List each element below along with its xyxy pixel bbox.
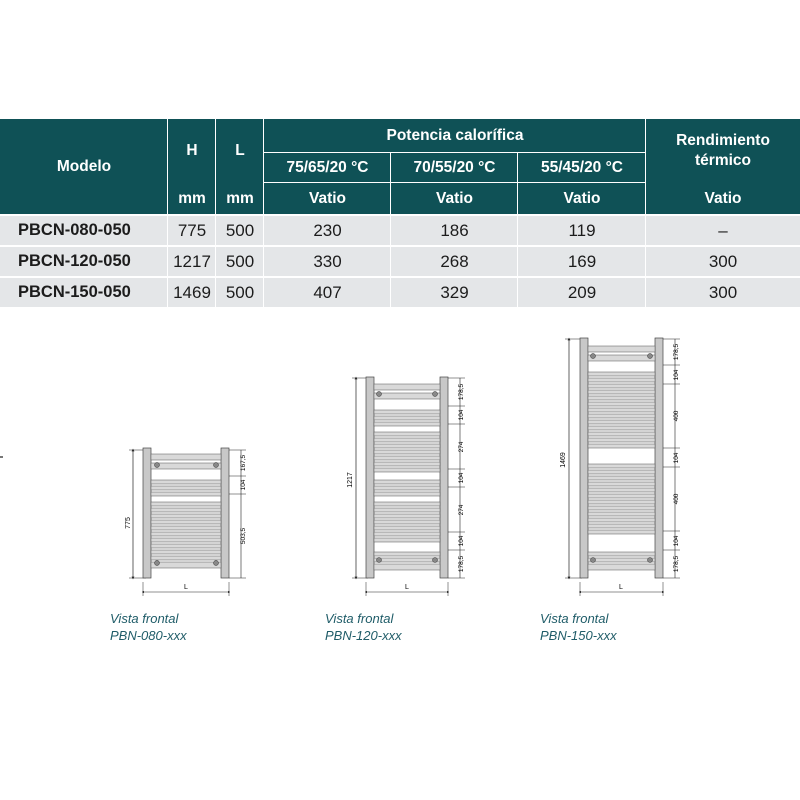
divider [390,153,391,307]
dim-label: 104 [458,535,465,547]
divider [0,245,800,247]
row-h: 1217 [168,247,216,276]
dim-label: 274 [458,441,465,453]
row-l: 500 [216,247,264,276]
row-model: PBCN-150-050 [0,278,168,307]
bracket-hole [155,561,160,566]
left-upright [366,377,374,578]
dim-label: 167,5 [240,454,247,472]
bracket-hole [155,463,160,468]
spec-table [0,119,800,305]
row-rend: – [646,216,800,245]
radiator-bars [588,346,655,570]
caption-line1: Vista frontal [110,611,179,626]
header-potencia-label: Potencia calorífica [386,127,524,144]
header-vatio-1-label: Vatio [308,189,347,207]
bracket-hole [214,561,219,566]
right-upright [440,377,448,578]
left-upright [143,448,151,578]
header-cond3-label: 55/45/20 °C [540,159,624,176]
drawing-pbn-120 [347,377,465,596]
drawing-pbn-080 [125,448,247,596]
dim-label: 274 [458,504,465,516]
width-label: L [405,584,409,591]
caption-line2: PBN-150-xxx [540,628,617,643]
header-vatio-2-label: Vatio [435,189,474,207]
header-potencia [264,119,646,153]
row-model: PBCN-120-050 [0,247,168,276]
width-label: L [184,584,188,591]
bracket-hole [591,558,596,563]
row-h: 775 [168,216,216,245]
header-modelo-label: Modelo [56,157,112,175]
divider [264,152,646,153]
header-vatio-2 [391,183,518,214]
height-label: 1217 [347,472,354,488]
dim-label: 104 [458,409,465,421]
drawing-pbn-150 [560,338,680,596]
header-l [216,119,264,183]
left-upright [580,338,588,578]
header-vatio-1 [264,183,391,214]
header-vatio-4 [646,183,800,214]
caption-pbn-150 [540,610,617,644]
header-rendimiento-line2: térmico [695,152,751,169]
row-p2: 186 [391,216,518,245]
divider [517,153,518,307]
header-cond3 [518,153,646,183]
dim-label: 104 [673,452,680,464]
row-p3: 209 [518,278,646,307]
header-vatio-3-label: Vatio [563,189,601,207]
bracket-hole [377,558,382,563]
caption-line1: Vista frontal [540,611,609,626]
header-l-unit-label: mm [226,189,254,207]
divider [0,214,800,216]
divider [0,276,800,278]
row-rend: 300 [646,247,800,276]
divider [645,119,646,307]
dim-label: 104 [240,479,247,491]
row-p1: 407 [264,278,391,307]
row-rend: 300 [646,278,800,307]
header-cond1-label: 75/65/20 °C [286,159,369,176]
divider [264,182,646,183]
header-vatio-4-label: Vatio [704,189,742,207]
header-cond2 [391,153,518,183]
radiator-bars [374,384,440,570]
dim-label: 178,5 [458,555,465,573]
header-rendimiento-line1: Rendimiento [676,132,770,149]
row-p2: 329 [391,278,518,307]
right-upright [655,338,663,578]
header-modelo [0,119,168,214]
dim-label: 178,5 [673,343,680,361]
row-p3: 169 [518,247,646,276]
right-upright [221,448,229,578]
bracket-hole [377,392,382,397]
bracket-hole [591,354,596,359]
height-label: 775 [125,517,132,529]
header-cond1 [264,153,391,183]
header-rendimiento [646,119,800,183]
header-h-label: H [186,142,198,159]
caption-line2: PBN-080-xxx [110,628,187,643]
bracket-hole [433,392,438,397]
caption-pbn-120 [325,610,402,644]
row-p2: 268 [391,247,518,276]
header-l-unit [216,183,264,214]
row-p3: 119 [518,216,646,245]
dim-label: 104 [458,472,465,484]
header-cond2-label: 70/55/20 °C [413,159,496,176]
row-model: PBCN-080-050 [0,216,168,245]
row-h: 1469 [168,278,216,307]
dim-label: 178,5 [673,555,680,573]
row-p1: 230 [264,216,391,245]
header-l-label: L [235,142,245,159]
row-l: 500 [216,216,264,245]
bracket-hole [648,558,653,563]
row-p1: 330 [264,247,391,276]
height-label: 1469 [560,452,567,468]
bracket-hole [648,354,653,359]
bracket-hole [433,558,438,563]
divider [215,119,216,307]
dim-label: 104 [673,535,680,547]
dim-label: 178,5 [458,383,465,401]
header-h [168,119,216,183]
bracket-hole [214,463,219,468]
header-h-unit [168,183,216,214]
dim-label: 400 [673,493,680,505]
row-l: 500 [216,278,264,307]
dim-label: 104 [673,369,680,381]
radiator-bars [151,454,221,568]
caption-line1: Vista frontal [325,611,394,626]
divider [263,119,264,307]
radiator-drawings [0,320,800,650]
divider [167,119,168,307]
dim-label: 503,5 [240,527,247,545]
header-vatio-3 [518,183,646,214]
width-label: L [619,584,623,591]
caption-line2: PBN-120-xxx [325,628,402,643]
dim-label: 400 [673,410,680,422]
caption-pbn-080 [110,610,187,644]
header-h-unit-label: mm [178,189,206,207]
